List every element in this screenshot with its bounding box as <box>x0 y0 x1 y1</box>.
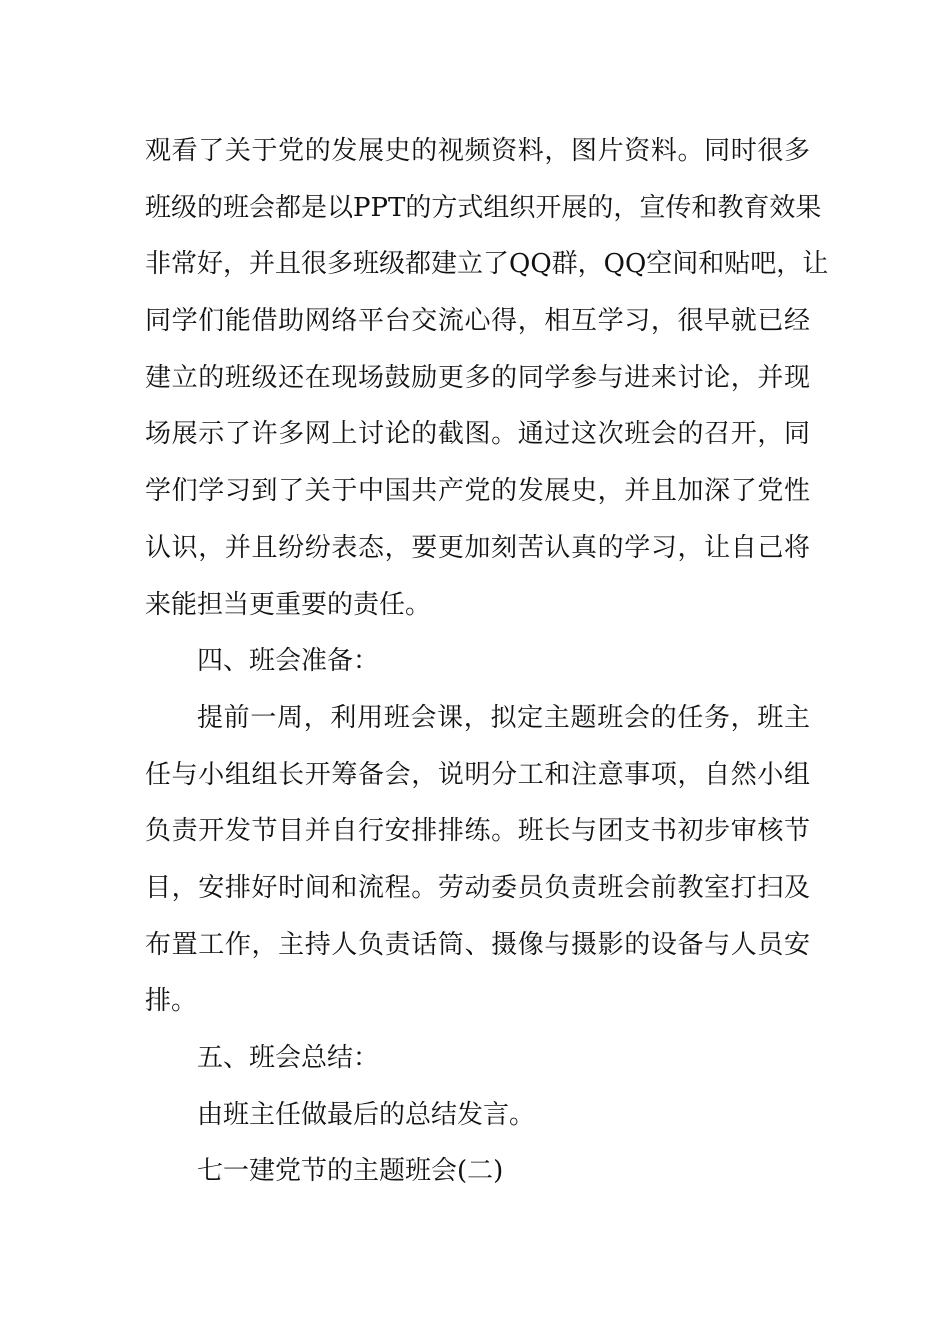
section-title: 七一建党节的主题班会(二) <box>197 1156 504 1187</box>
text-line: 来能担当更重要的责任。 <box>145 589 432 620</box>
text-line: 学们学习到了关于中国共产党的发展史，并且加深了党性 <box>145 476 810 507</box>
text-line: 布置工作，主持人负责话筒、摄像与摄影的设备与人员安 <box>145 929 810 960</box>
text-line: 排。 <box>145 986 198 1017</box>
text-line: 非常好，并且很多班级都建立了QQ群，QQ空间和贴吧，让 <box>145 249 829 280</box>
text-line: 班级的班会都是以PPT的方式组织开展的，宣传和教育效果 <box>145 192 822 223</box>
text-line: 认识，并且纷纷表态，要更加刻苦认真的学习，让自己将 <box>145 532 810 563</box>
text-line: 任与小组组长开筹备会，说明分工和注意事项，自然小组 <box>145 759 810 790</box>
paragraph-party-history-review <box>145 123 829 633</box>
text-line: 目，安排好时间和流程。劳动委员负责班会前教室打扫及 <box>145 872 810 903</box>
paragraph-summary: 由班主任做最后的总结发言。 <box>197 1099 536 1130</box>
section-heading-preparation: 四、班会准备： <box>197 646 380 677</box>
text-line: 观看了关于党的发展史的视频资料，图片资料。同时很多 <box>145 136 810 166</box>
text-line: 负责开发节目并自行安排排练。班长与团支书初步审核节 <box>145 816 810 847</box>
text-line: 同学们能借助网络平台交流心得，相互学习，很早就已经 <box>145 306 810 337</box>
text-line: 场展示了许多网上讨论的截图。通过这次班会的召开，同 <box>145 419 810 450</box>
text-line: 建立的班级还在现场鼓励更多的同学参与进来讨论，并现 <box>145 362 810 393</box>
section-heading-summary: 五、班会总结： <box>197 1043 380 1073</box>
paragraph-preparation <box>145 690 810 1030</box>
document-body <box>145 123 829 1200</box>
text-line: 提前一周，利用班会课，拟定主题班会的任务，班主 <box>197 702 810 733</box>
